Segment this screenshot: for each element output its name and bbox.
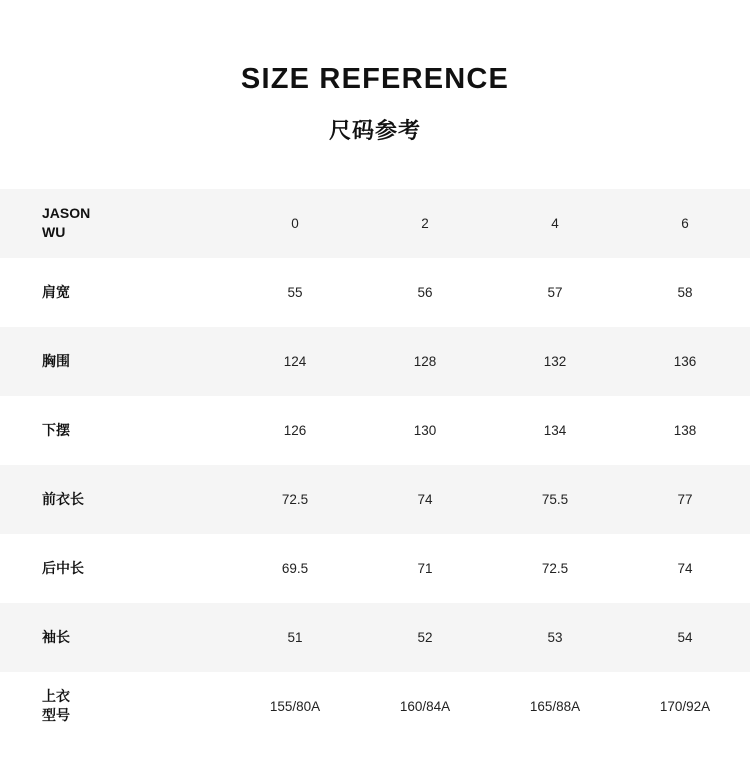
row-label-line: WU [42, 224, 66, 241]
table-cell: 56 [417, 284, 433, 300]
row-label [0, 672, 230, 741]
table-row [0, 672, 750, 741]
table-cell: 74 [417, 491, 433, 507]
table-cell: 124 [283, 353, 307, 369]
table-cell: 53 [547, 629, 563, 645]
table-row [0, 396, 750, 465]
table-cell: 51 [287, 629, 303, 645]
table-cell: 130 [413, 422, 437, 438]
row-label [0, 189, 230, 258]
table-cell: 160/84A [399, 698, 451, 714]
size-chart-table [0, 189, 750, 741]
table-row [0, 465, 750, 534]
table-row [0, 603, 750, 672]
row-label [0, 396, 230, 465]
table-cell: 134 [543, 422, 567, 438]
table-row [0, 534, 750, 603]
table-cell: 52 [417, 629, 433, 645]
table-cell: 0 [291, 215, 299, 231]
row-label-line: 下摆 [42, 421, 70, 438]
row-label-line: 前衣长 [42, 490, 84, 507]
page-title-english: SIZE REFERENCE [240, 63, 510, 95]
table-cell: 55 [287, 284, 303, 300]
table-cell: 72.5 [281, 491, 309, 507]
table-cell: 128 [413, 353, 437, 369]
table-cell: 2 [421, 215, 429, 231]
row-label-line: 袖长 [42, 628, 70, 645]
table-cell: 69.5 [281, 560, 309, 576]
table-cell: 6 [681, 215, 689, 231]
row-label-line: 肩宽 [42, 283, 70, 300]
table-cell: 72.5 [541, 560, 569, 576]
row-label [0, 258, 230, 327]
row-label [0, 534, 230, 603]
row-label-line: JASON [42, 205, 91, 222]
page-title-chinese: 尺码参考 [328, 117, 421, 143]
table-cell: 136 [673, 353, 697, 369]
table-row [0, 327, 750, 396]
table-cell: 4 [551, 215, 559, 231]
table-cell: 71 [417, 560, 433, 576]
table-cell: 132 [543, 353, 567, 369]
row-label [0, 327, 230, 396]
table-cell: 58 [677, 284, 693, 300]
table-cell: 165/88A [529, 698, 581, 714]
row-label [0, 465, 230, 534]
table-cell: 77 [677, 491, 693, 507]
table-row [0, 258, 750, 327]
table-cell: 57 [547, 284, 563, 300]
size-chart-body [0, 189, 750, 741]
table-cell: 138 [673, 422, 697, 438]
page-heading [0, 0, 750, 145]
table-cell: 74 [677, 560, 693, 576]
table-cell: 170/92A [659, 698, 711, 714]
row-label-line: 上衣 [42, 688, 70, 705]
row-label-line: 后中长 [42, 559, 84, 576]
row-label-line: 型号 [42, 707, 70, 724]
table-cell: 75.5 [541, 491, 569, 507]
table-cell: 126 [283, 422, 307, 438]
row-label-line: 胸围 [42, 352, 70, 369]
table-cell: 54 [677, 629, 693, 645]
row-label [0, 603, 230, 672]
table-cell: 155/80A [269, 698, 321, 714]
table-row [0, 189, 750, 258]
